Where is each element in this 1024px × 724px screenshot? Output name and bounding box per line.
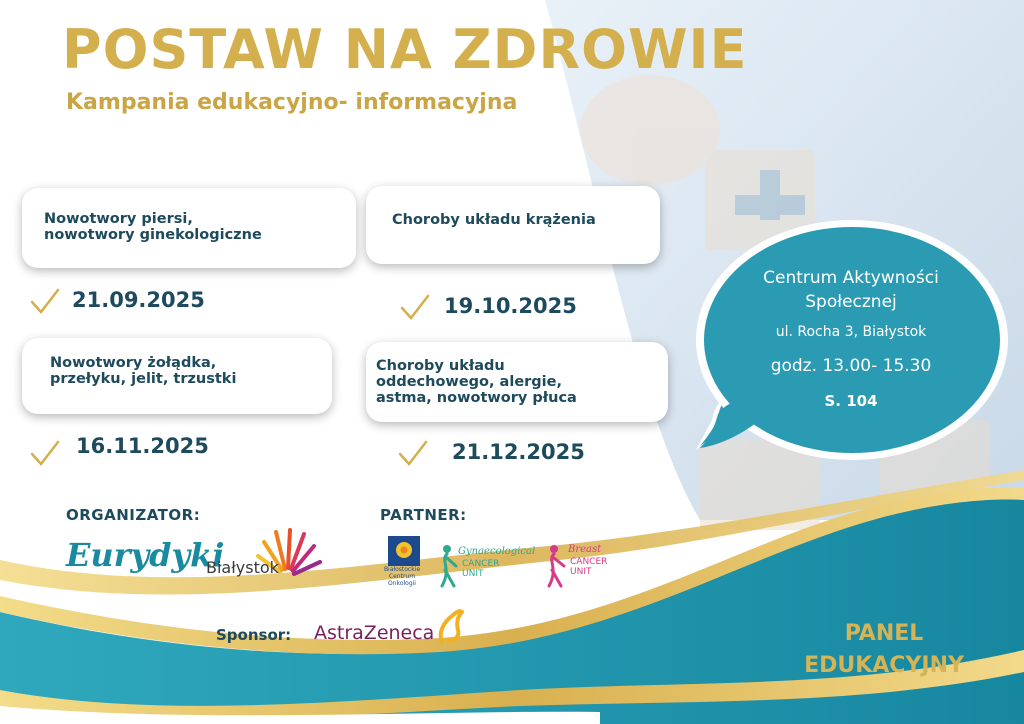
panel-label <box>764 618 1004 682</box>
event-topic-line: Choroby układu <box>376 358 505 374</box>
event-topic <box>50 355 236 387</box>
bialystok-logo-text: Białystok <box>206 558 279 577</box>
event-topic-line: Choroby układu krążenia <box>392 212 596 228</box>
event-topic-line: nowotwory ginekologiczne <box>44 227 262 243</box>
bco-line: Centrum <box>388 573 416 580</box>
event-date: 16.11.2025 <box>76 434 209 458</box>
breast-unit-title: Breast <box>568 544 602 555</box>
breast-unit-figure-icon <box>542 544 566 588</box>
eurydyki-logo: Eurydyki <box>66 536 225 574</box>
bco-line: Białostockie <box>383 566 421 573</box>
check-icon <box>30 288 60 314</box>
venue-bubble <box>696 220 1008 460</box>
event-topic <box>376 358 577 406</box>
event-topic-line: przełyku, jelit, trzustki <box>50 371 237 387</box>
breast-unit-word: CANCER <box>570 557 608 567</box>
venue-address: ul. Rocha 3, Białystok <box>775 324 927 340</box>
venue-hours: godz. 13.00- 15.30 <box>770 356 932 376</box>
event-topic-line: oddechowego, alergie, <box>376 374 562 390</box>
venue-name-line1: Centrum Aktywności <box>763 268 939 288</box>
venue-name-line2: Społecznej <box>805 292 897 312</box>
gyn-unit-figure-icon <box>436 544 458 588</box>
gyn-unit-word: UNIT <box>462 569 484 579</box>
venue-room: S. 104 <box>824 392 878 410</box>
partner-label: PARTNER: <box>380 506 467 524</box>
check-icon <box>30 440 60 466</box>
bco-daffodil-logo <box>388 536 420 566</box>
panel-line2: EDUKACYJNY <box>804 653 964 678</box>
gyn-unit-word: CANCER <box>462 559 500 569</box>
event-topic <box>44 211 262 243</box>
organizer-label: ORGANIZATOR: <box>66 506 201 524</box>
event-date: 19.10.2025 <box>444 294 577 318</box>
event-date: 21.12.2025 <box>452 440 585 464</box>
panel-line1: PANEL <box>844 621 924 646</box>
event-topic-line: Nowotwory piersi, <box>44 211 193 227</box>
event-date: 21.09.2025 <box>72 288 205 312</box>
sponsor-label: Sponsor: <box>216 626 292 644</box>
bco-logo-text <box>378 566 426 587</box>
page-subtitle: Kampania edukacyjno- informacyjna <box>66 90 518 115</box>
breast-unit-word: UNIT <box>570 567 592 577</box>
gyn-unit-title: Gynaecological <box>458 546 536 557</box>
bco-line: Onkologii <box>388 580 416 587</box>
check-icon <box>400 294 430 320</box>
astrazeneca-logo-text: AstraZeneca <box>314 622 435 644</box>
astrazeneca-swirl-icon <box>436 608 464 644</box>
event-topic <box>392 212 596 228</box>
event-topic-line: astma, nowotwory płuca <box>376 390 577 406</box>
check-icon <box>398 440 428 466</box>
event-topic-line: Nowotwory żołądka, <box>50 355 217 371</box>
page-title: POSTAW NA ZDROWIE <box>62 18 748 81</box>
